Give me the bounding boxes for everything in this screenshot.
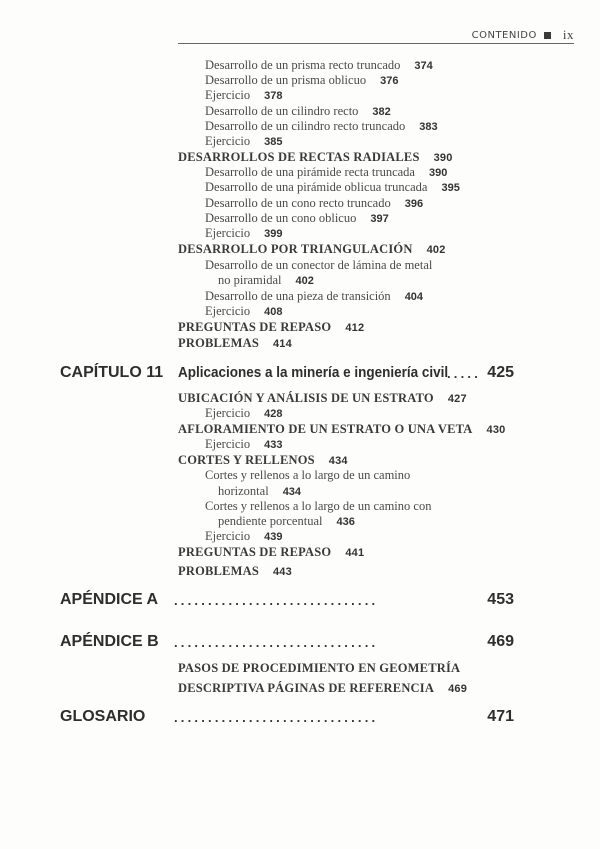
toc-entry: Ejercicio 378 [205,88,283,102]
appendix-a-label: APÉNDICE A [60,591,159,608]
toc-entry: Desarrollo de una pirámide recta truncada 390 [205,165,448,179]
toc-entry: Desarrollo de un cono recto truncado 396 [205,196,424,210]
toc-section: UBICACIÓN Y ANÁLISIS DE UN ESTRATO 427 [178,391,467,405]
glossary-label: GLOSARIO [60,708,146,725]
toc-section: CORTES Y RELLENOS 434 [178,453,348,467]
toc-entry: Desarrollo de un cilindro recto 382 [205,104,391,118]
leader-dots: .............................. [174,593,379,608]
toc-entry: pendiente porcentual 436 [218,514,355,528]
toc-section: DESCRIPTIVA PÁGINAS DE REFERENCIA 469 [178,681,468,695]
toc-entry: Desarrollo de una pirámide oblicua truncada 395 [205,180,460,194]
toc-section: AFLORAMIENTO DE UN ESTRATO O UNA VETA 430 [178,422,506,436]
appendix-b-page: 469 [487,633,514,650]
toc-entry: Cortes y rellenos a lo largo de un camino [205,468,411,482]
toc-entry: Cortes y rellenos a lo largo de un camino con [205,499,432,513]
header-section: CONTENIDO [471,29,537,41]
toc-entry: Ejercicio 408 [205,304,283,318]
chapter-label: CAPÍTULO 11 [60,364,164,381]
running-header [472,27,574,43]
toc-entry: Desarrollo de un cono oblicuo 397 [205,211,389,225]
toc-entry: Desarrollo de una pieza de transición 404 [205,289,424,303]
leader-dots: ..... [447,366,482,381]
toc-entry: horizontal 434 [218,484,302,498]
toc-entry: no piramidal 402 [218,273,314,287]
square-bullet-icon [544,32,551,39]
toc-entry: Ejercicio 385 [205,134,283,148]
leader-dots: .............................. [174,710,379,725]
toc-section: PREGUNTAS DE REPASO 441 [178,545,365,559]
toc-entry: Ejercicio 428 [205,406,283,420]
chapter-title: Aplicaciones a la minería e ingeniería civil [178,364,449,381]
toc-entry: Ejercicio 433 [205,437,283,451]
toc-section: PROBLEMAS 443 [178,564,292,578]
appendix-b-label: APÉNDICE B [60,633,159,650]
toc-section: PROBLEMAS 414 [178,336,292,350]
toc-entry: Desarrollo de un prisma oblicuo 376 [205,73,399,87]
toc-entry: Ejercicio 439 [205,529,283,543]
glossary-page: 471 [487,708,514,725]
toc-section: DESARROLLO POR TRIANGULACIÓN 402 [178,242,446,256]
toc-entry: Ejercicio 399 [205,226,283,240]
chapter-page: 425 [487,364,514,381]
toc-entry: Desarrollo de un conector de lámina de metal [205,258,433,272]
toc-section: PASOS DE PROCEDIMIENTO EN GEOMETRÍA [178,661,461,675]
toc-section: DESARROLLOS DE RECTAS RADIALES 390 [178,150,453,164]
header-page-number: ix [562,27,574,42]
toc-entry: Desarrollo de un cilindro recto truncado 383 [205,119,438,133]
toc-entry: Desarrollo de un prisma recto truncado 374 [205,58,433,72]
header-rule [178,43,574,44]
toc-section: PREGUNTAS DE REPASO 412 [178,320,365,334]
appendix-a-page: 453 [487,591,514,608]
leader-dots: .............................. [174,635,379,650]
